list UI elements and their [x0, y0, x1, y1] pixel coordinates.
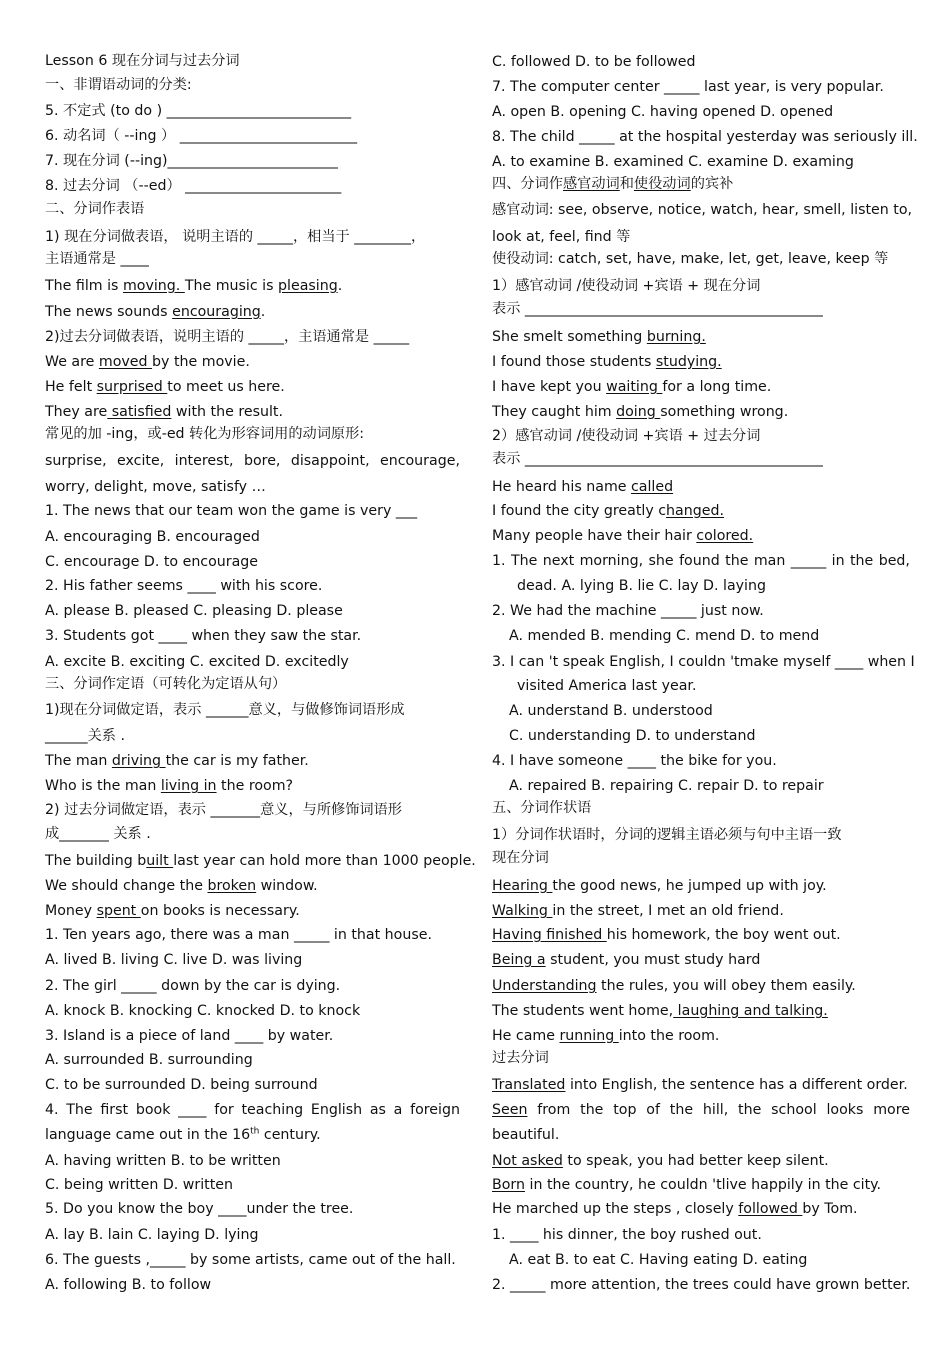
text-line: 表示 __________________________________________ [492, 301, 823, 317]
text-line: 7. 现在分词 (--ing)________________________ [45, 153, 338, 169]
answer-options: A. to examine B. examined C. examine D. examing [492, 154, 854, 170]
question: 3. I can 't speak English, I couldn 'tmake myself ____ when I [492, 654, 915, 670]
question: 2. We had the machine _____ just now. [492, 603, 764, 619]
answer-options: C. encourage D. to encourage [45, 554, 259, 570]
subheading: 现在分词 [492, 850, 549, 866]
verb-list: worry, delight, move, satisfy … [45, 479, 266, 495]
section-heading: 一、非谓语动词的分类: [45, 77, 192, 93]
answer-options: A. understand B. understood [509, 703, 713, 719]
answer-options: A. lay B. lain C. laying D. lying [45, 1227, 259, 1243]
answer-options: C. to be surrounded D. being surround [45, 1077, 318, 1093]
question: 3. Island is a piece of land ____ by water. [45, 1028, 334, 1044]
example-sentence: The film is moving. The music is pleasing. [45, 278, 343, 294]
text-line: 5. 不定式 (to do ) __________________________ [45, 103, 352, 119]
answer-options: C. understanding D. to understand [509, 728, 756, 744]
example-sentence: I found the city greatly changed. [492, 503, 724, 519]
section-heading: 五、分词作状语 [492, 800, 592, 816]
answer-options: A. encouraging B. encouraged [45, 529, 260, 545]
answer-options: A. repaired B. repairing C. repair D. to repair [509, 778, 824, 794]
answer-options: A. excite B. exciting C. excited D. excitedly [45, 654, 349, 670]
text-line: 1) 现在分词做表语， 说明主语的 _____，相当于 ________， [45, 229, 426, 245]
answer-options: A. mended B. mending C. mend D. to mend [509, 628, 820, 644]
example-sentence: He marched up the steps , closely followed by Tom. [492, 1201, 858, 1217]
example-sentence: Money spent on books is necessary. [45, 903, 300, 919]
text-line: 1)现在分词做定语，表示 ______意义，与做修饰词语形成 [45, 702, 405, 718]
text-line: ______关系 . [45, 728, 125, 744]
question: 2. His father seems ____ with his score. [45, 578, 323, 594]
question: 4. I have someone ____ the bike for you. [492, 753, 777, 769]
subheading: 过去分词 [492, 1050, 549, 1066]
example-sentence: He heard his name called [492, 479, 674, 495]
question: 2. The girl _____ down by the car is dying. [45, 978, 341, 994]
section-heading: 四、分词作感官动词和使役动词的宾补 [492, 176, 734, 192]
text-line: 1）感官动词 /使役动词 +宾语 + 现在分词 [492, 278, 761, 294]
example-sentence: Born in the country, he couldn 'tlive happily in the city. [492, 1177, 882, 1193]
lesson-title: Lesson 6 现在分词与过去分词 [45, 53, 240, 69]
example-sentence: We should change the broken window. [45, 878, 318, 894]
example-sentence: The news sounds encouraging. [45, 304, 266, 320]
example-sentence: He felt surprised to meet us here. [45, 379, 285, 395]
answer-options: C. being written D. written [45, 1177, 234, 1193]
text-line: 8. 过去分词 （--ed） ______________________ [45, 178, 342, 194]
example-sentence: They caught him doing something wrong. [492, 404, 789, 420]
question: 2. _____ more attention, the trees could have grown better. [492, 1277, 911, 1293]
example-sentence: Not asked to speak, you had better keep silent. [492, 1153, 829, 1169]
example-sentence: They are satisfied with the result. [45, 404, 283, 420]
answer-options: A. having written B. to be written [45, 1153, 281, 1169]
question: 1. The news that our team won the game is very ___ [45, 503, 418, 519]
example-sentence: Having finished his homework, the boy went out. [492, 927, 841, 943]
answer-options: A. following B. to follow [45, 1277, 212, 1293]
example-sentence: Who is the man living in the room? [45, 778, 294, 794]
question: visited America last year. [517, 678, 697, 694]
example-sentence: She smelt something burning. [492, 329, 706, 345]
example-sentence: The building built last year can hold more than 1000 people. [45, 853, 476, 869]
text-line: 2) 过去分词做定语，表示 _______意义，与所修饰词语形 [45, 802, 402, 818]
example-sentence: Being a student, you must study hard [492, 952, 761, 968]
text-line: 使役动词: catch, set, have, make, let, get, leave, keep 等 [492, 251, 889, 267]
text-line: 感官动词: see, observe, notice, watch, hear, smell, listen to, [492, 202, 913, 218]
text-line: 2)过去分词做表语，说明主语的 _____，主语通常是 _____ [45, 329, 410, 345]
question: 1. The next morning, she found the man _____ in the bed, [492, 553, 910, 569]
section-heading: 三、分词作定语（可转化为定语从句） [45, 676, 287, 692]
question: 4. The first book ____ for teaching English as a foreign [45, 1102, 460, 1118]
example-sentence: The man driving the car is my father. [45, 753, 309, 769]
example-sentence: I have kept you waiting for a long time. [492, 379, 772, 395]
question: 3. Students got ____ when they saw the star. [45, 628, 362, 644]
answer-options: dead. A. lying B. lie C. lay D. laying [517, 578, 766, 594]
example-sentence: I found those students studying. [492, 354, 722, 370]
example-sentence: Seen from the top of the hill, the school looks more [492, 1102, 910, 1118]
text-line: 6. 动名词（ --ing ） _________________________ [45, 128, 358, 144]
question: 1. ____ his dinner, the boy rushed out. [492, 1227, 762, 1243]
question: 1. Ten years ago, there was a man _____ in that house. [45, 927, 432, 943]
answer-options: A. eat B. to eat C. Having eating D. eating [509, 1252, 808, 1268]
answer-options: A. open B. opening C. having opened D. opened [492, 104, 834, 120]
example-sentence: He came running into the room. [492, 1028, 720, 1044]
question: 5. Do you know the boy ____under the tree. [45, 1201, 354, 1217]
example-sentence: We are moved by the movie. [45, 354, 250, 370]
verb-list: surprise, excite, interest, bore, disappoint, encourage, [45, 453, 460, 469]
example-sentence: The students went home, laughing and talking. [492, 1003, 828, 1019]
answer-options: A. surrounded B. surrounding [45, 1052, 253, 1068]
answer-options: C. followed D. to be followed [492, 54, 696, 70]
text-line: 1）分词作状语时，分词的逻辑主语必须与句中主语一致 [492, 827, 842, 843]
example-sentence: Many people have their hair colored. [492, 528, 754, 544]
example-sentence: Translated into English, the sentence has a different order. [492, 1077, 908, 1093]
text-line: 常见的加 -ing，或-ed 转化为形容词用的动词原形: [45, 426, 365, 442]
section-heading: 二、分词作表语 [45, 201, 145, 217]
answer-options: A. lived B. living C. live D. was living [45, 952, 303, 968]
example-sentence: Walking in the street, I met an old friend. [492, 903, 784, 919]
example-sentence: Hearing the good news, he jumped up with joy. [492, 878, 827, 894]
question: 8. The child _____ at the hospital yesterday was seriously ill. [492, 129, 918, 145]
text-line: 2）感官动词 /使役动词 +宾语 + 过去分词 [492, 428, 761, 444]
question: 7. The computer center _____ last year, is very popular. [492, 79, 884, 95]
answer-options: A. knock B. knocking C. knocked D. to knock [45, 1003, 361, 1019]
example-sentence: Understanding the rules, you will obey them easily. [492, 978, 856, 994]
example-sentence: beautiful. [492, 1127, 560, 1143]
text-line: 成_______ 关系 . [45, 826, 151, 842]
question: 6. The guests ,_____ by some artists, came out of the hall. [45, 1252, 456, 1268]
text-line: look at, feel, find 等 [492, 229, 631, 245]
answer-options: A. please B. pleased C. pleasing D. please [45, 603, 343, 619]
text-line: 主语通常是 ____ [45, 251, 149, 267]
question: language came out in the 16th century. [45, 1126, 321, 1143]
text-line: 表示 __________________________________________ [492, 451, 823, 467]
